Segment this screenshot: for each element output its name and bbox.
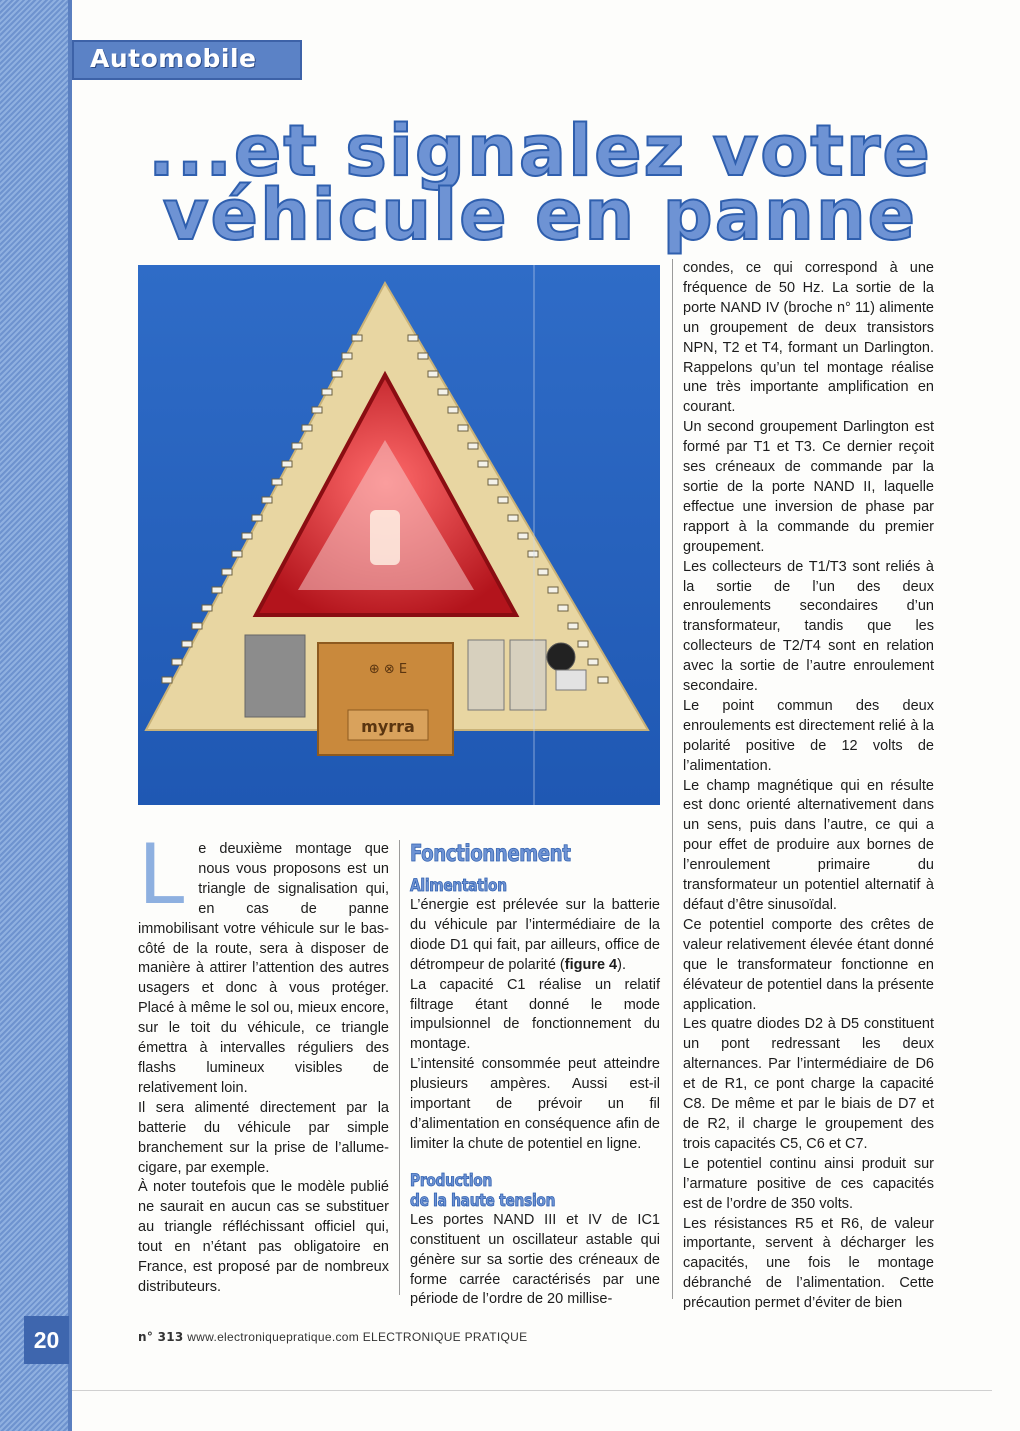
transformer-brand: myrra	[361, 717, 415, 736]
paragraph: La capacité C1 réalise un relatif filtrage étant donné le mode impulsionnel de fonctionnement du montage.	[410, 976, 660, 1053]
column-3	[683, 259, 934, 1314]
section-heading: Fonctionnement	[410, 841, 571, 867]
paragraph-text: L’énergie est prélevée sur la batterie du véhicule par l’intermédiaire de la diode D1 qui fait, par ailleurs, office de détrompeur de polarité (	[410, 897, 660, 973]
relay-block	[245, 635, 305, 717]
website: www.electroniquepratique.com	[187, 1330, 360, 1344]
paragraph: Il sera alimenté directement par la batterie du véhicule par simple branchement sur la prise de l’allume-cigare, par exemple.	[138, 1099, 389, 1176]
column-1	[138, 826, 389, 1298]
paragraph: Ce potentiel comporte des crêtes de valeur relativement élevée étant donné que le transformateur fonctionne en élévateur de potentiel dans la présente application.	[683, 916, 934, 1013]
side-stripe-edge	[68, 0, 72, 1431]
paragraph: condes, ce qui correspond à une fréquence de 50 Hz. La sortie de la porte NAND IV (broche n° 11) alimente un groupement de deux transistors NPN, T2 et T4, formant un Darlington. Rappelons qu’un tel montage réalise une très importante amplification en courant.	[683, 260, 934, 416]
paragraph: Les collecteurs de T1/T3 sont reliés à la sortie de l’un des deux enroulements secondaires d’un transformateur, tandis que les collecteurs de T2/T4 sont en relation avec la sortie de l’autre enroulement secondaire.	[683, 558, 934, 695]
heatsink-2	[510, 640, 546, 710]
subheading-production: Production	[410, 1170, 493, 1191]
column-rule	[399, 840, 400, 1295]
issue-number: n° 313	[138, 1330, 184, 1344]
side-stripe-band	[0, 0, 68, 1431]
magazine-name: ELECTRONIQUE PRATIQUE	[362, 1330, 528, 1344]
flash-tube	[370, 510, 400, 565]
capacitor	[547, 643, 575, 671]
figure-ref: figure 4	[564, 956, 618, 973]
terminal-block	[556, 670, 586, 690]
paragraph: À noter toutefois que le modèle publié ne saurait en aucun cas se substituer au triangle réfléchissant officiel qui, tout en n’étant pas obligatoire en France, est proposé par de nombreux distributeurs.	[138, 1179, 389, 1295]
footer	[138, 1330, 527, 1344]
dropcap: L	[138, 826, 185, 923]
bottom-rule	[72, 1390, 992, 1391]
paragraph: Le champ magnétique qui en résulte est donc orienté alternativement dans un sens, puis dans l’autre, ce qui a pour effet de produire aux bornes de l’enroulement primaire du transformateur un potentiel alternatif à défaut d’être sinusoïdal.	[683, 777, 934, 913]
headline-line-2: véhicule en panne	[162, 174, 918, 256]
section-label: Automobile	[90, 44, 257, 73]
paragraph-text: ).	[617, 956, 626, 973]
paragraph: Le point commun des deux enroulements est directement relié à la polarité positive de 12 volts de l’alimentation.	[683, 697, 934, 774]
paragraph: Les résistances R5 et R6, de valeur importante, servent à décharger les capacités, une fois le montage débranché de l’alimentation. Cette précaution permet d’éviter de bien	[683, 1215, 934, 1312]
paragraph: L’intensité consommée peut atteindre plusieurs ampères. Aussi est-il important de prévoir un fil d’alimentation en conséquence afin de limiter la chute de potentiel en ligne.	[410, 1056, 660, 1152]
paragraph: Un second groupement Darlington est formé par T1 et T3. Ce dernier reçoit ses créneaux de commande par la sortie de la porte NAND II, laquelle effectue une inversion de phase par rapport à la commande du premier groupement.	[683, 419, 934, 555]
subheading-alimentation: Alimentation	[410, 876, 507, 896]
product-photo	[138, 265, 660, 805]
transformer-marks: ⊕ ⊗ E	[368, 662, 408, 677]
paragraph: Le potentiel continu ainsi produit sur l’armature positive de ces capacités est de l’ordre de 350 volts.	[683, 1155, 934, 1212]
section-tab	[72, 40, 302, 80]
column-rule	[672, 259, 673, 1299]
headline-line-1: ...et signalez votre	[148, 110, 932, 192]
heatsink-1	[468, 640, 504, 710]
paragraph: Les portes NAND III et IV de IC1 constituent un oscillateur astable qui génère sur sa sortie des créneaux de forme carrée caractérisés par une période de l’ordre de 20 millise-	[410, 1211, 660, 1308]
paragraph	[410, 896, 660, 976]
intro-paragraph: e deuxième montage que nous vous proposons est un triangle de signalisation qui, en cas de panne immobilisant votre véhicule sur le bas-côté de la route, sera à disposer de manière à attirer l’attention des autres usagers et donc à vous protéger. Placé à même le sol ou, mieux encore, sur le toit du véhicule, ce triangle émettra à intervalles réguliers des flashs lumineux visibles de relativement loin.	[138, 841, 389, 1096]
page-number: 20	[24, 1316, 69, 1364]
subheading-haute-tension: de la haute tension	[410, 1190, 556, 1211]
column-2	[410, 840, 660, 1310]
paragraph: Les quatre diodes D2 à D5 constituent un pont redressant les deux alternances. Par l’intermédiaire de D6 et de R1, ce pont charge la capacité C8. De même et par le biais de D7 et de R2, il charge le groupement des trois capacités C5, C6 et C7.	[683, 1016, 934, 1152]
